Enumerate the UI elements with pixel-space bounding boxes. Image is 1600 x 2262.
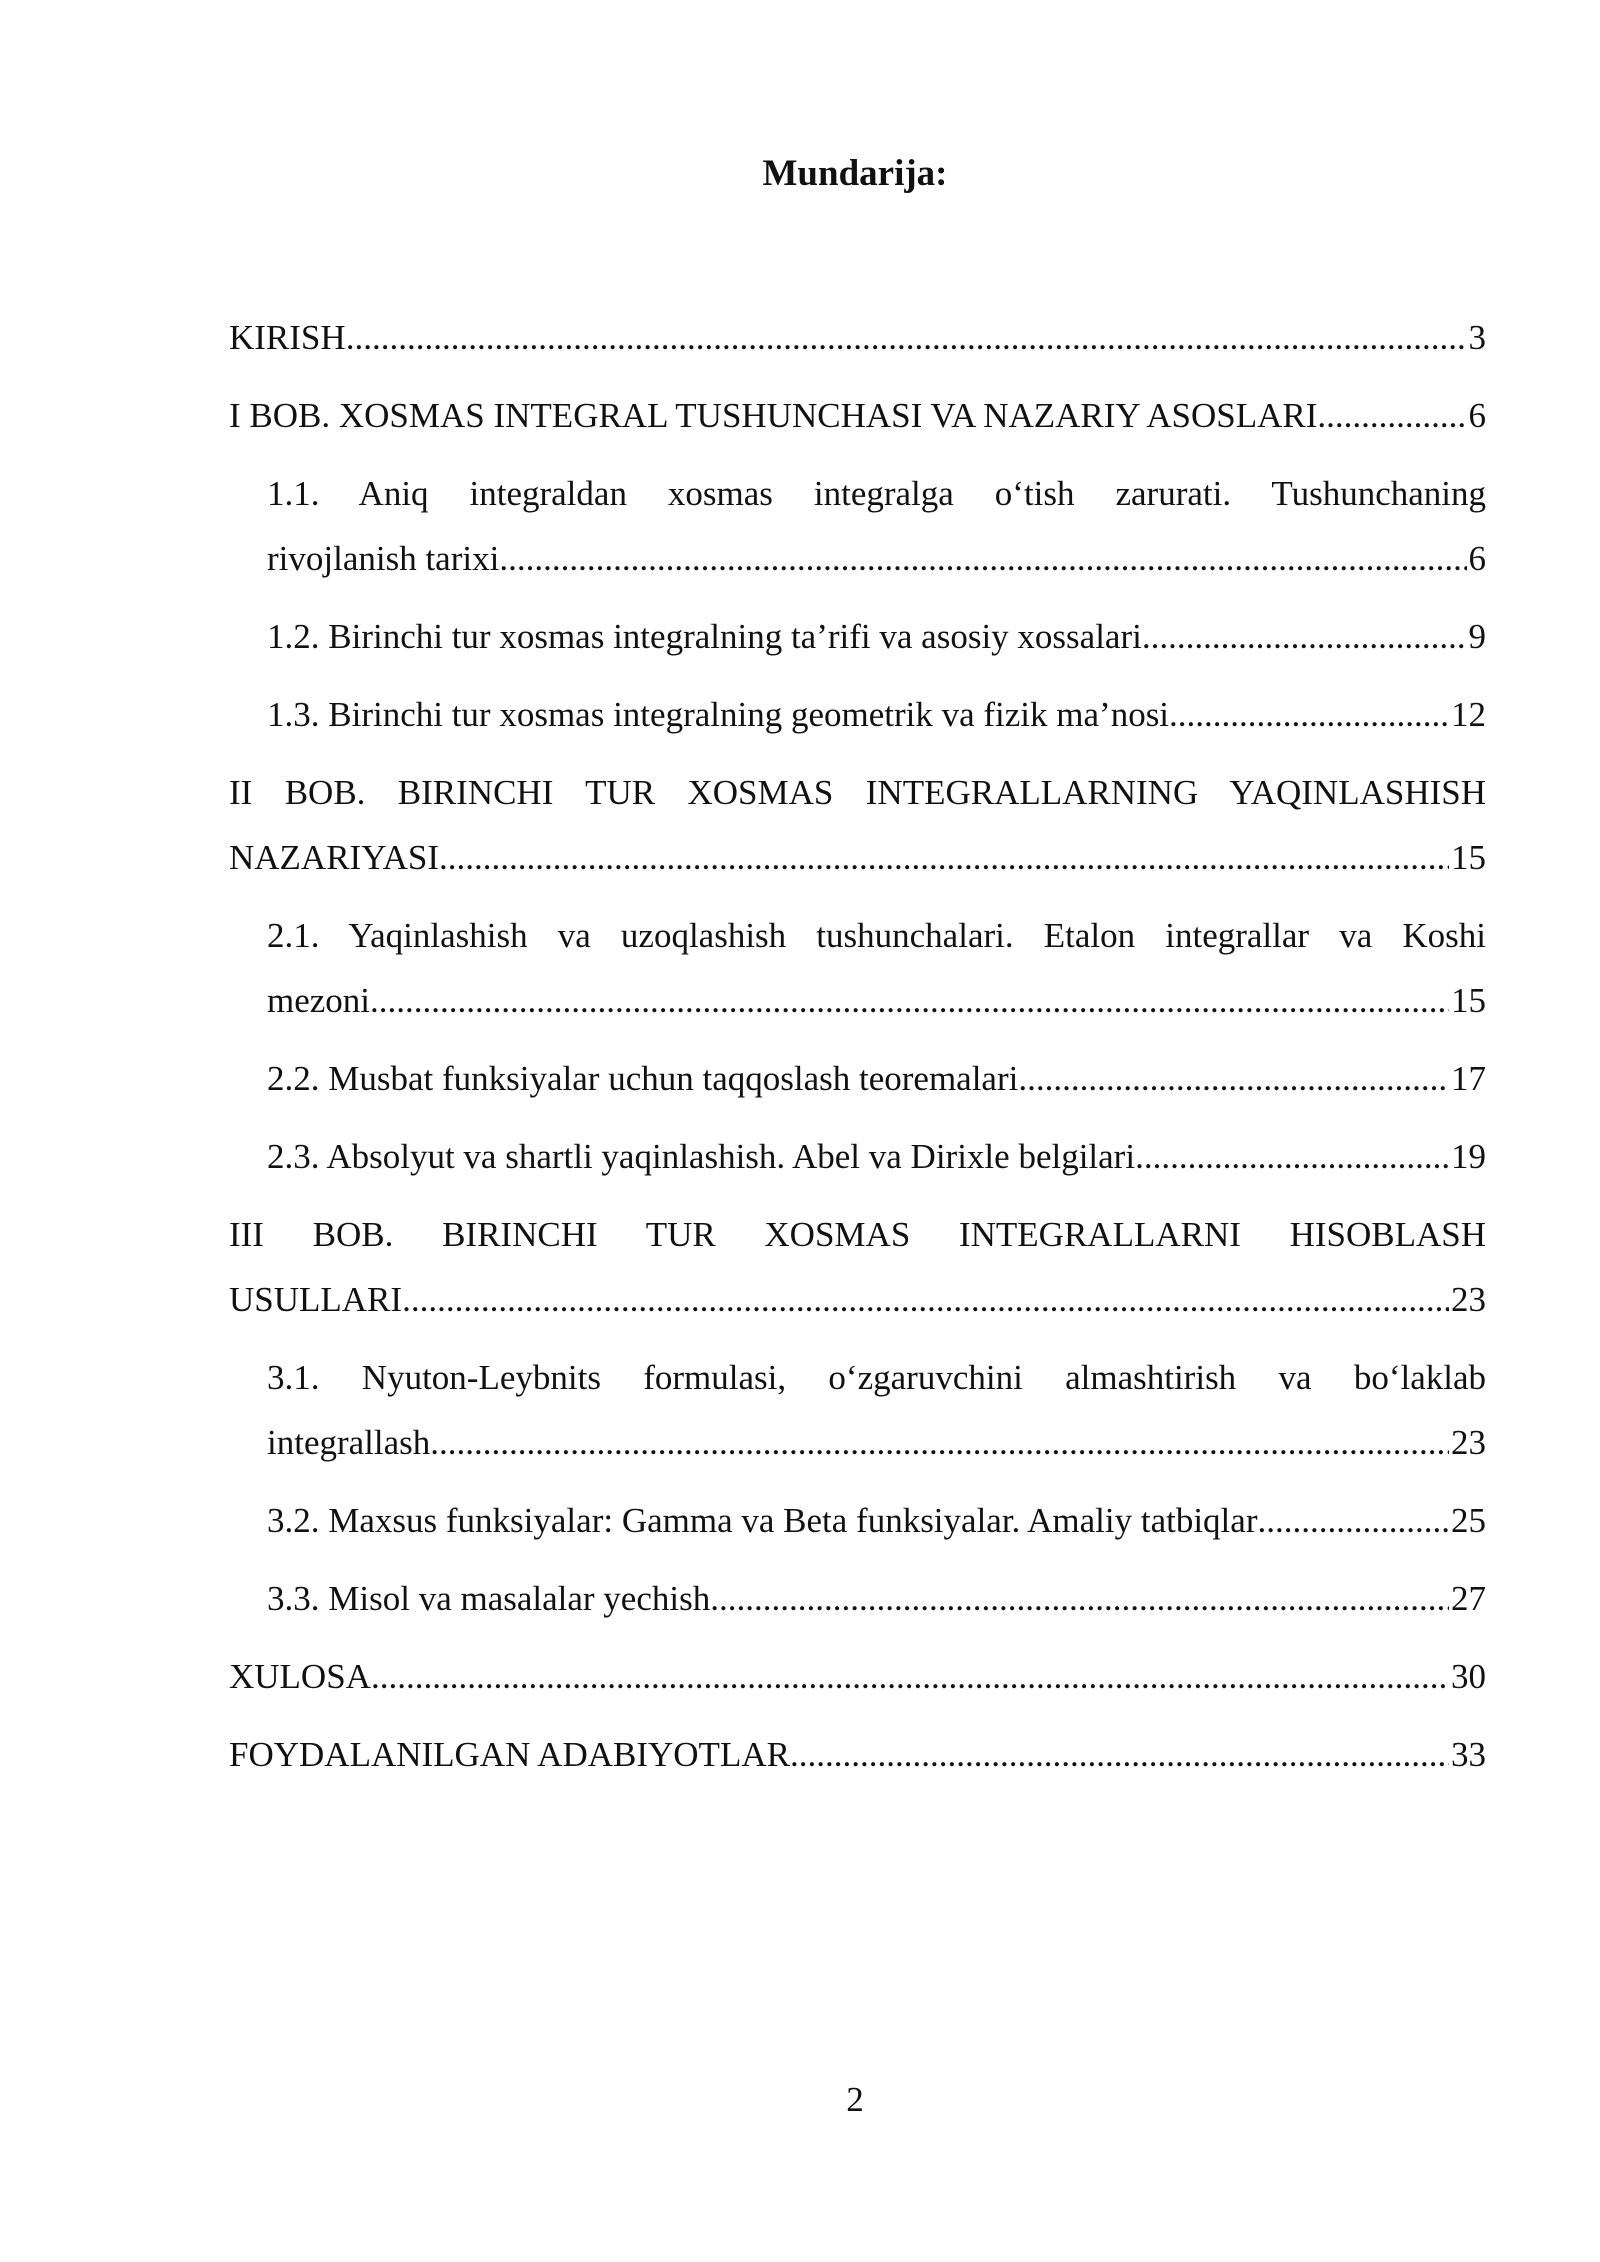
toc-entry-title-line2: mezoni bbox=[267, 981, 371, 1020]
toc-entry-section-2-1[interactable] bbox=[229, 903, 1486, 1033]
dot-leader bbox=[430, 1410, 1449, 1475]
toc-entry-page: 23 bbox=[1451, 1423, 1486, 1462]
table-of-contents bbox=[229, 305, 1486, 1800]
toc-entry-page: 27 bbox=[1451, 1579, 1486, 1618]
toc-entry-page: 33 bbox=[1451, 1735, 1486, 1774]
dot-leader bbox=[1142, 604, 1467, 669]
toc-entry-page: 19 bbox=[1451, 1137, 1486, 1176]
toc-entry-section-2-3[interactable] bbox=[229, 1124, 1486, 1189]
toc-entry-chapter-2[interactable] bbox=[229, 760, 1486, 890]
toc-entry-page: 12 bbox=[1451, 695, 1486, 734]
toc-entry-title: 1.3. Birinchi tur xosmas integralning geometrik va fizik ma’nosi bbox=[267, 695, 1170, 734]
toc-entry-page: 6 bbox=[1468, 539, 1486, 578]
dot-leader bbox=[370, 968, 1449, 1033]
toc-entry-title: 3.3. Misol va masalalar yechish bbox=[267, 1579, 711, 1618]
dot-leader bbox=[1169, 682, 1449, 747]
toc-entry-chapter-1[interactable] bbox=[229, 383, 1486, 448]
toc-entry-page: 25 bbox=[1451, 1501, 1486, 1540]
dot-leader bbox=[1135, 1124, 1449, 1189]
dot-leader bbox=[346, 305, 1467, 370]
toc-entry-title: XULOSA bbox=[229, 1657, 371, 1696]
toc-entry-title: 2.3. Absolyut va shartli yaqinlashish. Abel va Dirixle belgilari bbox=[267, 1137, 1136, 1176]
toc-entry-title-line1: 3.1. Nyuton-Leybnits formulasi, o‘zgaruvchini almashtirish va bo‘laklab bbox=[267, 1358, 1486, 1397]
toc-entry-title: KIRISH bbox=[229, 318, 346, 357]
toc-entry-section-1-2[interactable] bbox=[229, 604, 1486, 669]
dot-leader bbox=[499, 526, 1466, 591]
toc-entry-page: 17 bbox=[1451, 1059, 1486, 1098]
toc-entry-section-3-3[interactable] bbox=[229, 1566, 1486, 1631]
toc-entry-page: 15 bbox=[1451, 838, 1486, 877]
toc-entry-title-line1: II BOB. BIRINCHI TUR XOSMAS INTEGRALLARNING YAQINLASHISH bbox=[229, 773, 1486, 812]
toc-entry-page: 30 bbox=[1451, 1657, 1486, 1696]
dot-leader bbox=[1257, 1488, 1449, 1553]
toc-entry-references[interactable] bbox=[229, 1722, 1486, 1787]
toc-entry-title-line1: 2.1. Yaqinlashish va uzoqlashish tushunchalari. Etalon integrallar va Koshi bbox=[267, 916, 1486, 955]
toc-entry-title-line2: USULLARI bbox=[229, 1280, 403, 1319]
toc-entry-section-3-1[interactable] bbox=[229, 1345, 1486, 1475]
toc-entry-title-line2: rivojlanish tarixi bbox=[267, 539, 500, 578]
toc-entry-title: 3.2. Maxsus funksiyalar: Gamma va Beta funksiyalar. Amaliy tatbiqlar bbox=[267, 1501, 1258, 1540]
dot-leader bbox=[1317, 383, 1466, 448]
dot-leader bbox=[790, 1722, 1449, 1787]
toc-entry-title-line2: NAZARIYASI bbox=[229, 838, 439, 877]
toc-entry-title-line1: III BOB. BIRINCHI TUR XOSMAS INTEGRALLARNI HISOBLASH bbox=[229, 1215, 1486, 1254]
toc-entry-title-line1: 1.1. Aniq integraldan xosmas integralga o‘tish zarurati. Tushunchaning bbox=[267, 474, 1486, 513]
dot-leader bbox=[710, 1566, 1449, 1631]
toc-entry-xulosa[interactable] bbox=[229, 1644, 1486, 1709]
dot-leader bbox=[371, 1644, 1449, 1709]
dot-leader bbox=[1018, 1046, 1449, 1111]
toc-entry-title: 1.2. Birinchi tur xosmas integralning ta’rifi va asosiy xossalari bbox=[267, 617, 1142, 656]
toc-entry-section-2-2[interactable] bbox=[229, 1046, 1486, 1111]
toc-entry-page: 23 bbox=[1451, 1280, 1486, 1319]
dot-leader bbox=[439, 825, 1449, 890]
toc-entry-kirish[interactable] bbox=[229, 305, 1486, 370]
toc-entry-page: 3 bbox=[1468, 318, 1486, 357]
toc-entry-page: 9 bbox=[1468, 617, 1486, 656]
toc-title: Mundarija: bbox=[762, 153, 948, 194]
toc-entry-section-3-2[interactable] bbox=[229, 1488, 1486, 1553]
toc-entry-title: 2.2. Musbat funksiyalar uchun taqqoslash teoremalari bbox=[267, 1059, 1019, 1098]
dot-leader bbox=[402, 1267, 1449, 1332]
toc-entry-title-line2: integrallash bbox=[267, 1423, 431, 1462]
toc-entry-title: I BOB. XOSMAS INTEGRAL TUSHUNCHASI VA NAZARIY ASOSLARI bbox=[229, 396, 1318, 435]
page-number: 2 bbox=[846, 2080, 864, 2119]
toc-entry-section-1-3[interactable] bbox=[229, 682, 1486, 747]
toc-entry-chapter-3[interactable] bbox=[229, 1202, 1486, 1332]
toc-entry-title: FOYDALANILGAN ADABIYOTLAR bbox=[229, 1735, 790, 1774]
toc-entry-page: 15 bbox=[1451, 981, 1486, 1020]
toc-entry-page: 6 bbox=[1468, 396, 1486, 435]
toc-entry-section-1-1[interactable] bbox=[229, 461, 1486, 591]
